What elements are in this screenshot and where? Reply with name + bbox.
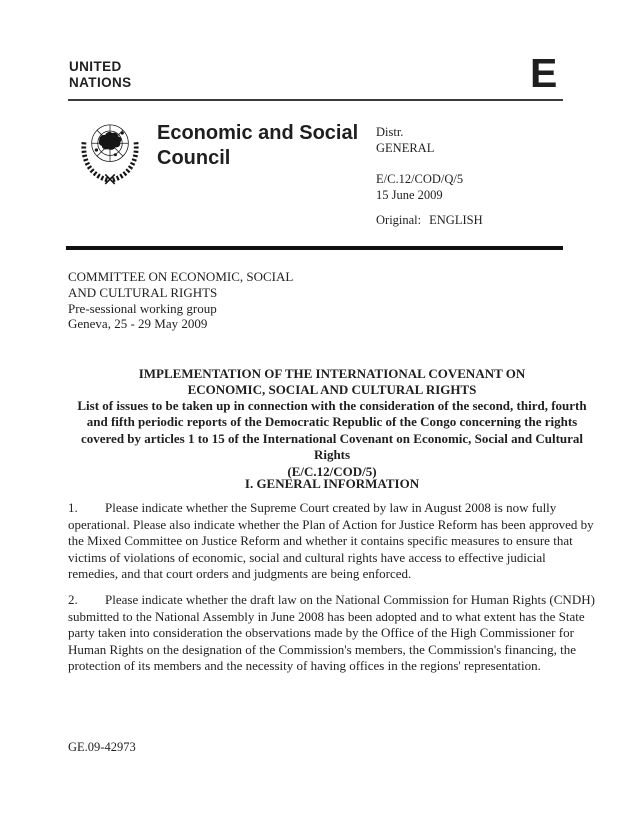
org-name-line1: UNITED: [69, 59, 122, 74]
distr-value: GENERAL: [376, 140, 435, 155]
document-metadata: [376, 125, 483, 229]
subtitle-reference: (E/C.12/COD/5): [287, 463, 377, 479]
un-org-name: [69, 59, 132, 91]
paragraph-2: [68, 592, 596, 675]
masthead-divider: [68, 99, 563, 101]
un-emblem-icon: [76, 114, 144, 186]
document-subtitle: [68, 398, 596, 480]
document-title: [68, 366, 596, 398]
meta-spacer: [376, 203, 483, 213]
paragraph-2-text: Please indicate whether the draft law on the National Commission for Human Rights (CNDH) submitted to the National Assembly in June 2008 has been adopted and to what extent has the State party taken into consideration the observations made by the Office of the High Commissioner for Human Rights on the designation of the Commission's members, the Commission's financing, the protection of its members and the necessity of having offices in the regions' representation.: [68, 591, 595, 674]
document-title-line1: IMPLEMENTATION OF THE INTERNATIONAL COVENANT ON: [138, 366, 526, 381]
section-heading: I. GENERAL INFORMATION: [244, 476, 420, 491]
org-name-line2: NATIONS: [69, 75, 132, 90]
document-series-letter: E: [530, 50, 558, 96]
working-group: Pre-sessional working group: [68, 300, 217, 316]
council-title: Economic and Social Council: [157, 122, 359, 169]
committee-name-line1: COMMITTEE ON ECONOMIC, SOCIAL: [68, 269, 294, 284]
paragraph-1-number: 1.: [68, 500, 78, 515]
meta-spacer: [376, 156, 483, 172]
paragraph-1: [68, 500, 596, 583]
committee-name-line2: AND CULTURAL RIGHTS: [68, 284, 218, 300]
session-venue-dates: Geneva, 25 - 29 May 2009: [68, 316, 208, 332]
subtitle-text: List of issues to be taken up in connection with the consideration of the second, third, fourth and fifth periodic reports of the Democratic Republic of the Congo concerning the rights covered by articles 1 to 15 of the International Covenant on Economic, Social and Cultural Rights: [77, 398, 587, 463]
original-value: ENGLISH: [429, 213, 483, 227]
original-label: Original:: [376, 213, 422, 227]
body-paragraphs: [68, 500, 596, 675]
original-language-line: [376, 213, 483, 229]
committee-session-block: [68, 269, 293, 332]
distr-label: Distr.: [376, 125, 404, 139]
paragraph-2-number: 2.: [68, 591, 78, 607]
ge-document-number: GE.09-42973: [68, 740, 136, 754]
header-body-divider: [66, 246, 563, 250]
doc-date: 15 June 2009: [376, 187, 443, 202]
document-title-line2: ECONOMIC, SOCIAL AND CULTURAL RIGHTS: [187, 382, 477, 397]
paragraph-1-text: Please indicate whether the Supreme Court created by law in August 2008 is now fully operational. Please also indicate whether the Plan of Action for Justice Reform has been approved by the Mixed Committee on Justice Reform and whether it contains specific measures to ensure that victims of violations of economic, social and cultural rights have access to effective judicial remedies, and that court orders and judgments are being enforced.: [68, 500, 594, 582]
doc-symbol: E/C.12/COD/Q/5: [376, 172, 464, 186]
